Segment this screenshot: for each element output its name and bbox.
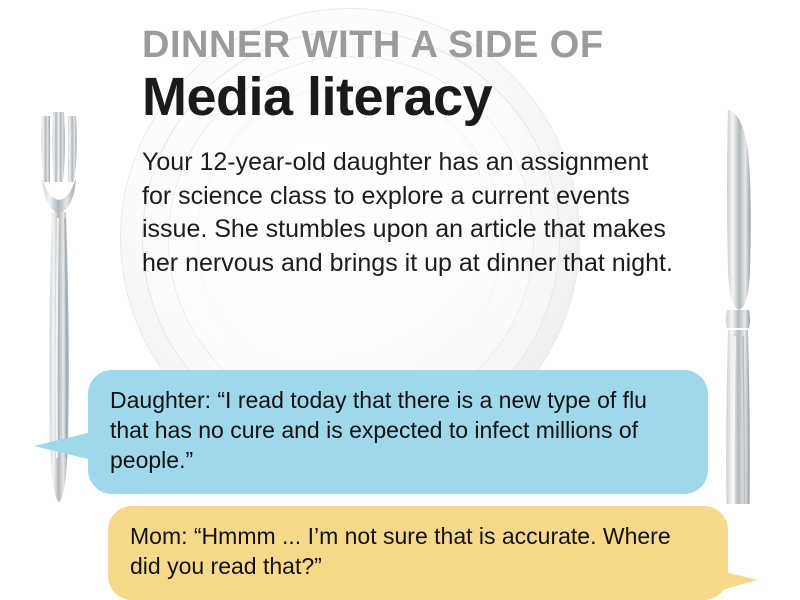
mom-speech-bubble: Mom: “Hmmm ... I’m not sure that is accurate. Where did you read that?” bbox=[108, 506, 728, 600]
intro-paragraph: Your 12-year-old daughter has an assignment for science class to explore a current events issue. She stumbles upon an article that makes her nervous and brings it up at dinner that night. bbox=[142, 148, 673, 277]
daughter-bubble-tail bbox=[34, 432, 92, 460]
kicker-text: DINNER WITH A SIDE OF bbox=[142, 24, 604, 66]
daughter-speech-bubble: Daughter: “I read today that there is a new type of flu that has no cure and is expected to infect millions of people.” bbox=[88, 370, 708, 494]
knife-icon bbox=[714, 104, 762, 504]
page-title: Media literacy bbox=[142, 67, 493, 127]
